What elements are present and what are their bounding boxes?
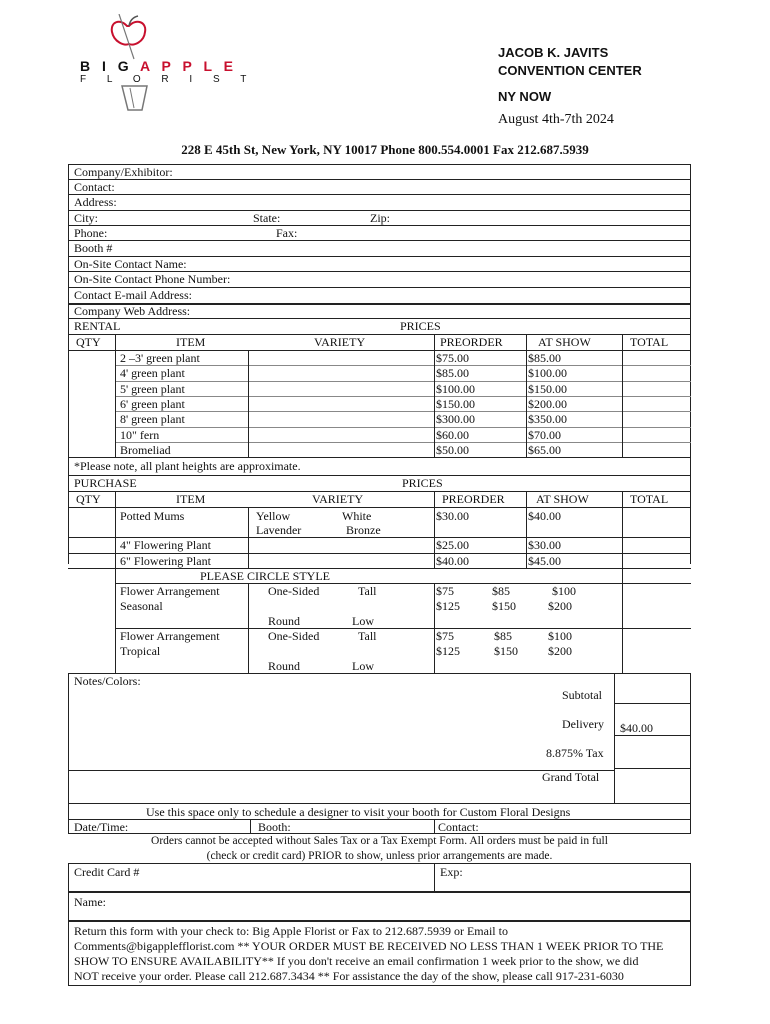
arr1-style-low[interactable]: Low xyxy=(352,614,374,628)
item-flowering-6: 6" Flowering Plant xyxy=(120,554,211,568)
delivery-label: Delivery xyxy=(562,717,604,731)
contact-field[interactable]: Contact: xyxy=(74,180,115,194)
purchase-heading: PURCHASE xyxy=(74,476,137,490)
arr2-style-low[interactable]: Low xyxy=(352,659,374,673)
row-divider xyxy=(115,442,691,443)
row-divider xyxy=(115,411,691,412)
rental-preorder-price: $100.00 xyxy=(436,381,475,396)
arr1-price-75[interactable]: $75 xyxy=(436,584,454,598)
rental-item: 5' green plant xyxy=(120,381,185,396)
footer-line-4: NOT receive your order. Please call 212.687.3434 ** For assistance the day of the show, please call 917-231-6030 xyxy=(74,969,624,983)
arr2-price-100[interactable]: $100 xyxy=(548,629,572,643)
flowering-4-atshow: $30.00 xyxy=(528,538,561,552)
row-divider xyxy=(115,381,691,382)
rental-col-preorder: PREORDER xyxy=(440,335,503,349)
rental-preorder-price: $60.00 xyxy=(436,427,469,442)
rental-prices-label: PRICES xyxy=(400,319,441,333)
row-divider xyxy=(115,427,691,428)
city-field[interactable]: City: xyxy=(74,211,99,225)
name-frame xyxy=(68,891,691,922)
arr1-price-200[interactable]: $200 xyxy=(548,599,572,613)
rental-preorder-price: $50.00 xyxy=(436,442,469,457)
phone-field[interactable]: Phone: xyxy=(74,226,108,240)
arr1-price-150[interactable]: $150 xyxy=(492,599,516,613)
variety-white[interactable]: White xyxy=(342,509,372,523)
delivery-value: $40.00 xyxy=(620,721,653,735)
onsite-phone-field[interactable]: On-Site Contact Phone Number: xyxy=(74,272,231,286)
rental-col-item: ITEM xyxy=(176,335,206,349)
rental-col-total: TOTAL xyxy=(630,335,669,349)
fax-field[interactable]: Fax: xyxy=(276,226,298,240)
flowering-6-atshow: $45.00 xyxy=(528,554,561,568)
circle-style-label: PLEASE CIRCLE STYLE xyxy=(200,569,331,583)
arr2-style-tall[interactable]: Tall xyxy=(358,629,377,643)
brand-florist: F L O R I S T xyxy=(80,74,256,85)
arr1-price-100[interactable]: $100 xyxy=(552,584,576,598)
big-apple-florist-logo xyxy=(72,14,256,124)
arr1-style-tall[interactable]: Tall xyxy=(358,584,377,598)
payment-note-2: (check or credit card) PRIOR to show, unless prior arrangements are made. xyxy=(206,850,553,862)
arr2-price-150[interactable]: $150 xyxy=(494,644,518,658)
arr1-price-125[interactable]: $125 xyxy=(436,599,460,613)
rental-col-variety: VARIETY xyxy=(314,335,366,349)
arr2-type: Tropical xyxy=(120,644,161,658)
arr2-style-round[interactable]: Round xyxy=(268,659,301,673)
row-divider xyxy=(115,365,691,366)
venue-line1: JACOB K. JAVITS xyxy=(498,45,609,60)
variety-bronze[interactable]: Bronze xyxy=(346,523,381,537)
flowering-4-preorder: $25.00 xyxy=(436,538,469,552)
arr2-price-125[interactable]: $125 xyxy=(436,644,460,658)
purchase-col-total: TOTAL xyxy=(630,492,669,506)
variety-yellow[interactable]: Yellow xyxy=(256,509,291,523)
rental-col-qty: QTY xyxy=(76,335,101,349)
event-name: NY NOW xyxy=(498,89,552,104)
brand-apple: A P P L E xyxy=(140,58,238,74)
arr2-price-75[interactable]: $75 xyxy=(436,629,454,643)
address-field[interactable]: Address: xyxy=(74,195,117,209)
rental-preorder-price: $85.00 xyxy=(436,366,469,381)
arr2-price-200[interactable]: $200 xyxy=(548,644,572,658)
subtotal-label: Subtotal xyxy=(562,688,603,702)
designer-date-field[interactable]: Date/Time: xyxy=(74,820,129,834)
purchase-prices-label: PRICES xyxy=(402,476,443,490)
footer-line-2: Comments@bigapplefflorist.com ** YOUR ORDER MUST BE RECEIVED NO LESS THAN 1 WEEK PRIOR TO THE xyxy=(74,939,664,953)
florist-address: 228 E 45th St, New York, NY 10017 Phone 800.554.0001 Fax 212.687.5939 xyxy=(181,142,589,157)
onsite-name-field[interactable]: On-Site Contact Name: xyxy=(74,257,187,271)
rental-item: 10" fern xyxy=(120,427,160,442)
booth-field[interactable]: Booth # xyxy=(74,241,113,255)
rental-item: 2 –3' green plant xyxy=(120,351,200,365)
rental-atshow-price: $65.00 xyxy=(528,442,561,457)
state-field[interactable]: State: xyxy=(253,211,281,225)
grand-total-label: Grand Total xyxy=(542,770,600,784)
arr1-style-onesided[interactable]: One-Sided xyxy=(268,584,320,598)
rental-atshow-price: $150.00 xyxy=(528,381,567,396)
company-field[interactable]: Company/Exhibitor: xyxy=(74,165,173,179)
card-name-field[interactable]: Name: xyxy=(74,895,106,909)
venue xyxy=(498,44,642,106)
card-exp-field[interactable]: Exp: xyxy=(440,865,463,879)
purchase-col-variety: VARIETY xyxy=(312,492,364,506)
arr1-style-round[interactable]: Round xyxy=(268,614,301,628)
tax-label: 8.875% Tax xyxy=(546,746,604,760)
email-field[interactable]: Contact E-mail Address: xyxy=(74,288,192,302)
rental-note: *Please note, all plant heights are approximate. xyxy=(74,459,301,473)
purchase-col-atshow: AT SHOW xyxy=(536,492,589,506)
web-field[interactable]: Company Web Address: xyxy=(74,304,191,318)
arr1-item: Flower Arrangement xyxy=(120,584,220,598)
arr2-style-onesided[interactable]: One-Sided xyxy=(268,629,320,643)
rental-preorder-price: $300.00 xyxy=(436,412,475,427)
brand-big: B I G xyxy=(80,58,141,74)
purchase-col-preorder: PREORDER xyxy=(442,492,505,506)
arr1-type: Seasonal xyxy=(120,599,163,613)
event-dates: August 4th-7th 2024 xyxy=(498,112,614,127)
rental-item: Bromeliad xyxy=(120,442,171,457)
rental-item: 4' green plant xyxy=(120,366,185,381)
rental-heading: RENTAL xyxy=(74,319,121,333)
payment-note-1: Orders cannot be accepted without Sales Tax or a Tax Exempt Form. All orders must be paid in full xyxy=(151,835,608,847)
footer-line-1: Return this form with your check to: Big Apple Florist or Fax to 212.687.5939 or Email to xyxy=(74,924,508,938)
mums-atshow: $40.00 xyxy=(528,509,561,523)
designer-heading: Use this space only to schedule a designer to visit your booth for Custom Floral Designs xyxy=(146,805,571,819)
rental-col-atshow: AT SHOW xyxy=(538,335,591,349)
arr1-price-85[interactable]: $85 xyxy=(492,584,510,598)
footer-line-3: SHOW TO ENSURE AVAILABILITY** If you don't receive an email confirmation 1 week prior to the show, we did xyxy=(74,954,639,968)
rental-item: 8' green plant xyxy=(120,412,185,427)
rental-atshow-price: $350.00 xyxy=(528,412,567,427)
variety-lavender[interactable]: Lavender xyxy=(256,523,302,537)
designer-booth-field[interactable]: Booth: xyxy=(258,820,291,834)
item-flowering-4: 4" Flowering Plant xyxy=(120,538,211,552)
rental-atshow-price: $70.00 xyxy=(528,427,561,442)
designer-contact-field[interactable]: Contact: xyxy=(438,820,479,834)
purchase-col-item: ITEM xyxy=(176,492,206,506)
rental-preorder-price: $150.00 xyxy=(436,396,475,411)
notes-field[interactable]: Notes/Colors: xyxy=(74,674,141,688)
mums-preorder: $30.00 xyxy=(436,509,469,523)
card-frame xyxy=(68,863,691,893)
item-potted-mums: Potted Mums xyxy=(120,509,185,523)
venue-line2: CONVENTION CENTER xyxy=(498,63,642,78)
rental-preorder-price: $75.00 xyxy=(436,351,469,365)
rental-item: 6' green plant xyxy=(120,396,185,411)
arr2-price-85[interactable]: $85 xyxy=(494,629,512,643)
rental-atshow-price: $85.00 xyxy=(528,351,561,365)
arr2-item: Flower Arrangement xyxy=(120,629,220,643)
flowering-6-preorder: $40.00 xyxy=(436,554,469,568)
zip-field[interactable]: Zip: xyxy=(370,211,390,225)
row-divider xyxy=(115,396,691,397)
credit-card-field[interactable]: Credit Card # xyxy=(74,865,140,879)
purchase-col-qty: QTY xyxy=(76,492,101,506)
rental-atshow-price: $200.00 xyxy=(528,396,567,411)
rental-atshow-price: $100.00 xyxy=(528,366,567,381)
